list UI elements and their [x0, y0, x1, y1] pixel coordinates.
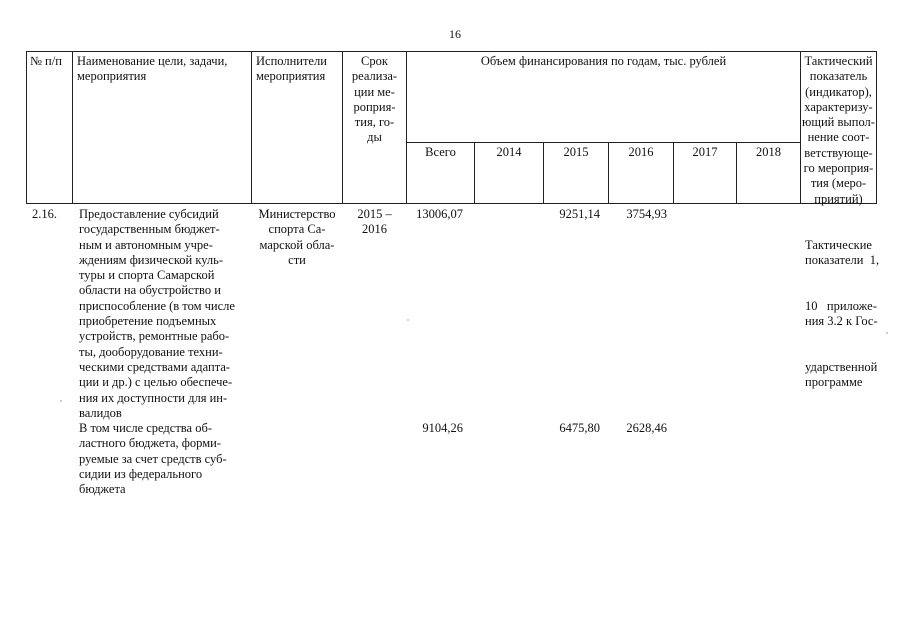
row-name: В том числе средства об- ластного бюджета, форми- руемые за счет средств суб- сидии из федерального бюджета	[79, 421, 227, 497]
header-bottom-border	[26, 203, 876, 204]
header-year-total: Всего	[425, 145, 456, 159]
col-border	[72, 51, 73, 204]
scan-speck	[407, 319, 409, 321]
col-border	[876, 51, 877, 204]
header-year-2016: 2016	[628, 145, 654, 159]
header-name: Наименование цели, задачи, мероприятия	[77, 54, 228, 84]
row-2015: 6475,80	[559, 421, 600, 435]
row-2016: 2628,46	[626, 421, 667, 435]
row-num: 2.16.	[32, 207, 57, 221]
table-top-border	[26, 51, 876, 52]
row-executors: Министерство спорта Са- марской обла- сти	[258, 207, 336, 267]
row-total: 13006,07	[416, 207, 463, 221]
header-year-2018: 2018	[756, 145, 781, 159]
col-border	[251, 51, 252, 204]
header-term: Срок реализа- ции ме- роприя- тия, го- ды	[351, 54, 398, 145]
scan-speck	[886, 332, 888, 334]
header-year-2017: 2017	[692, 145, 718, 159]
header-num: № п/п	[30, 54, 62, 68]
header-year-2014: 2014	[496, 145, 522, 159]
page-number: 16	[449, 27, 461, 41]
row-total: 9104,26	[422, 421, 463, 435]
row-name: Предоставление субсидий государственным бюджет- ным и автономным учре- ждениям физической куль- туры и спорта Самарской области на обустройство и приспособление (в том числе приобретение подъемных устройств, ремонтные рабо- ты, дооборудование техни- ческими средствами адапта- ции и др.) с целью обеспече- ния их доступности для ин- валидов	[79, 207, 235, 420]
header-year-2015: 2015	[563, 145, 589, 159]
row-term: 2015 – 2016	[357, 207, 392, 237]
header-executors: Исполнители мероприятия	[256, 54, 327, 84]
header-funding: Объем финансирования по годам, тыс. рублей	[480, 54, 727, 68]
years-row-border	[406, 142, 800, 143]
row-indicator: Тактические показатели 1, 10 приложе- ния 3.2 к Гос- ударственной программе	[805, 237, 880, 390]
row-2016: 3754,93	[626, 207, 667, 221]
col-border	[26, 51, 27, 204]
scan-speck	[60, 400, 62, 402]
col-border	[406, 51, 407, 204]
row-2015: 9251,14	[559, 207, 600, 221]
header-indicator: Тактический показатель (индикатор), характеризу- ющий выпол- нение соот- ветствующе- го мероприя- тия (меро- приятий)	[802, 54, 875, 206]
